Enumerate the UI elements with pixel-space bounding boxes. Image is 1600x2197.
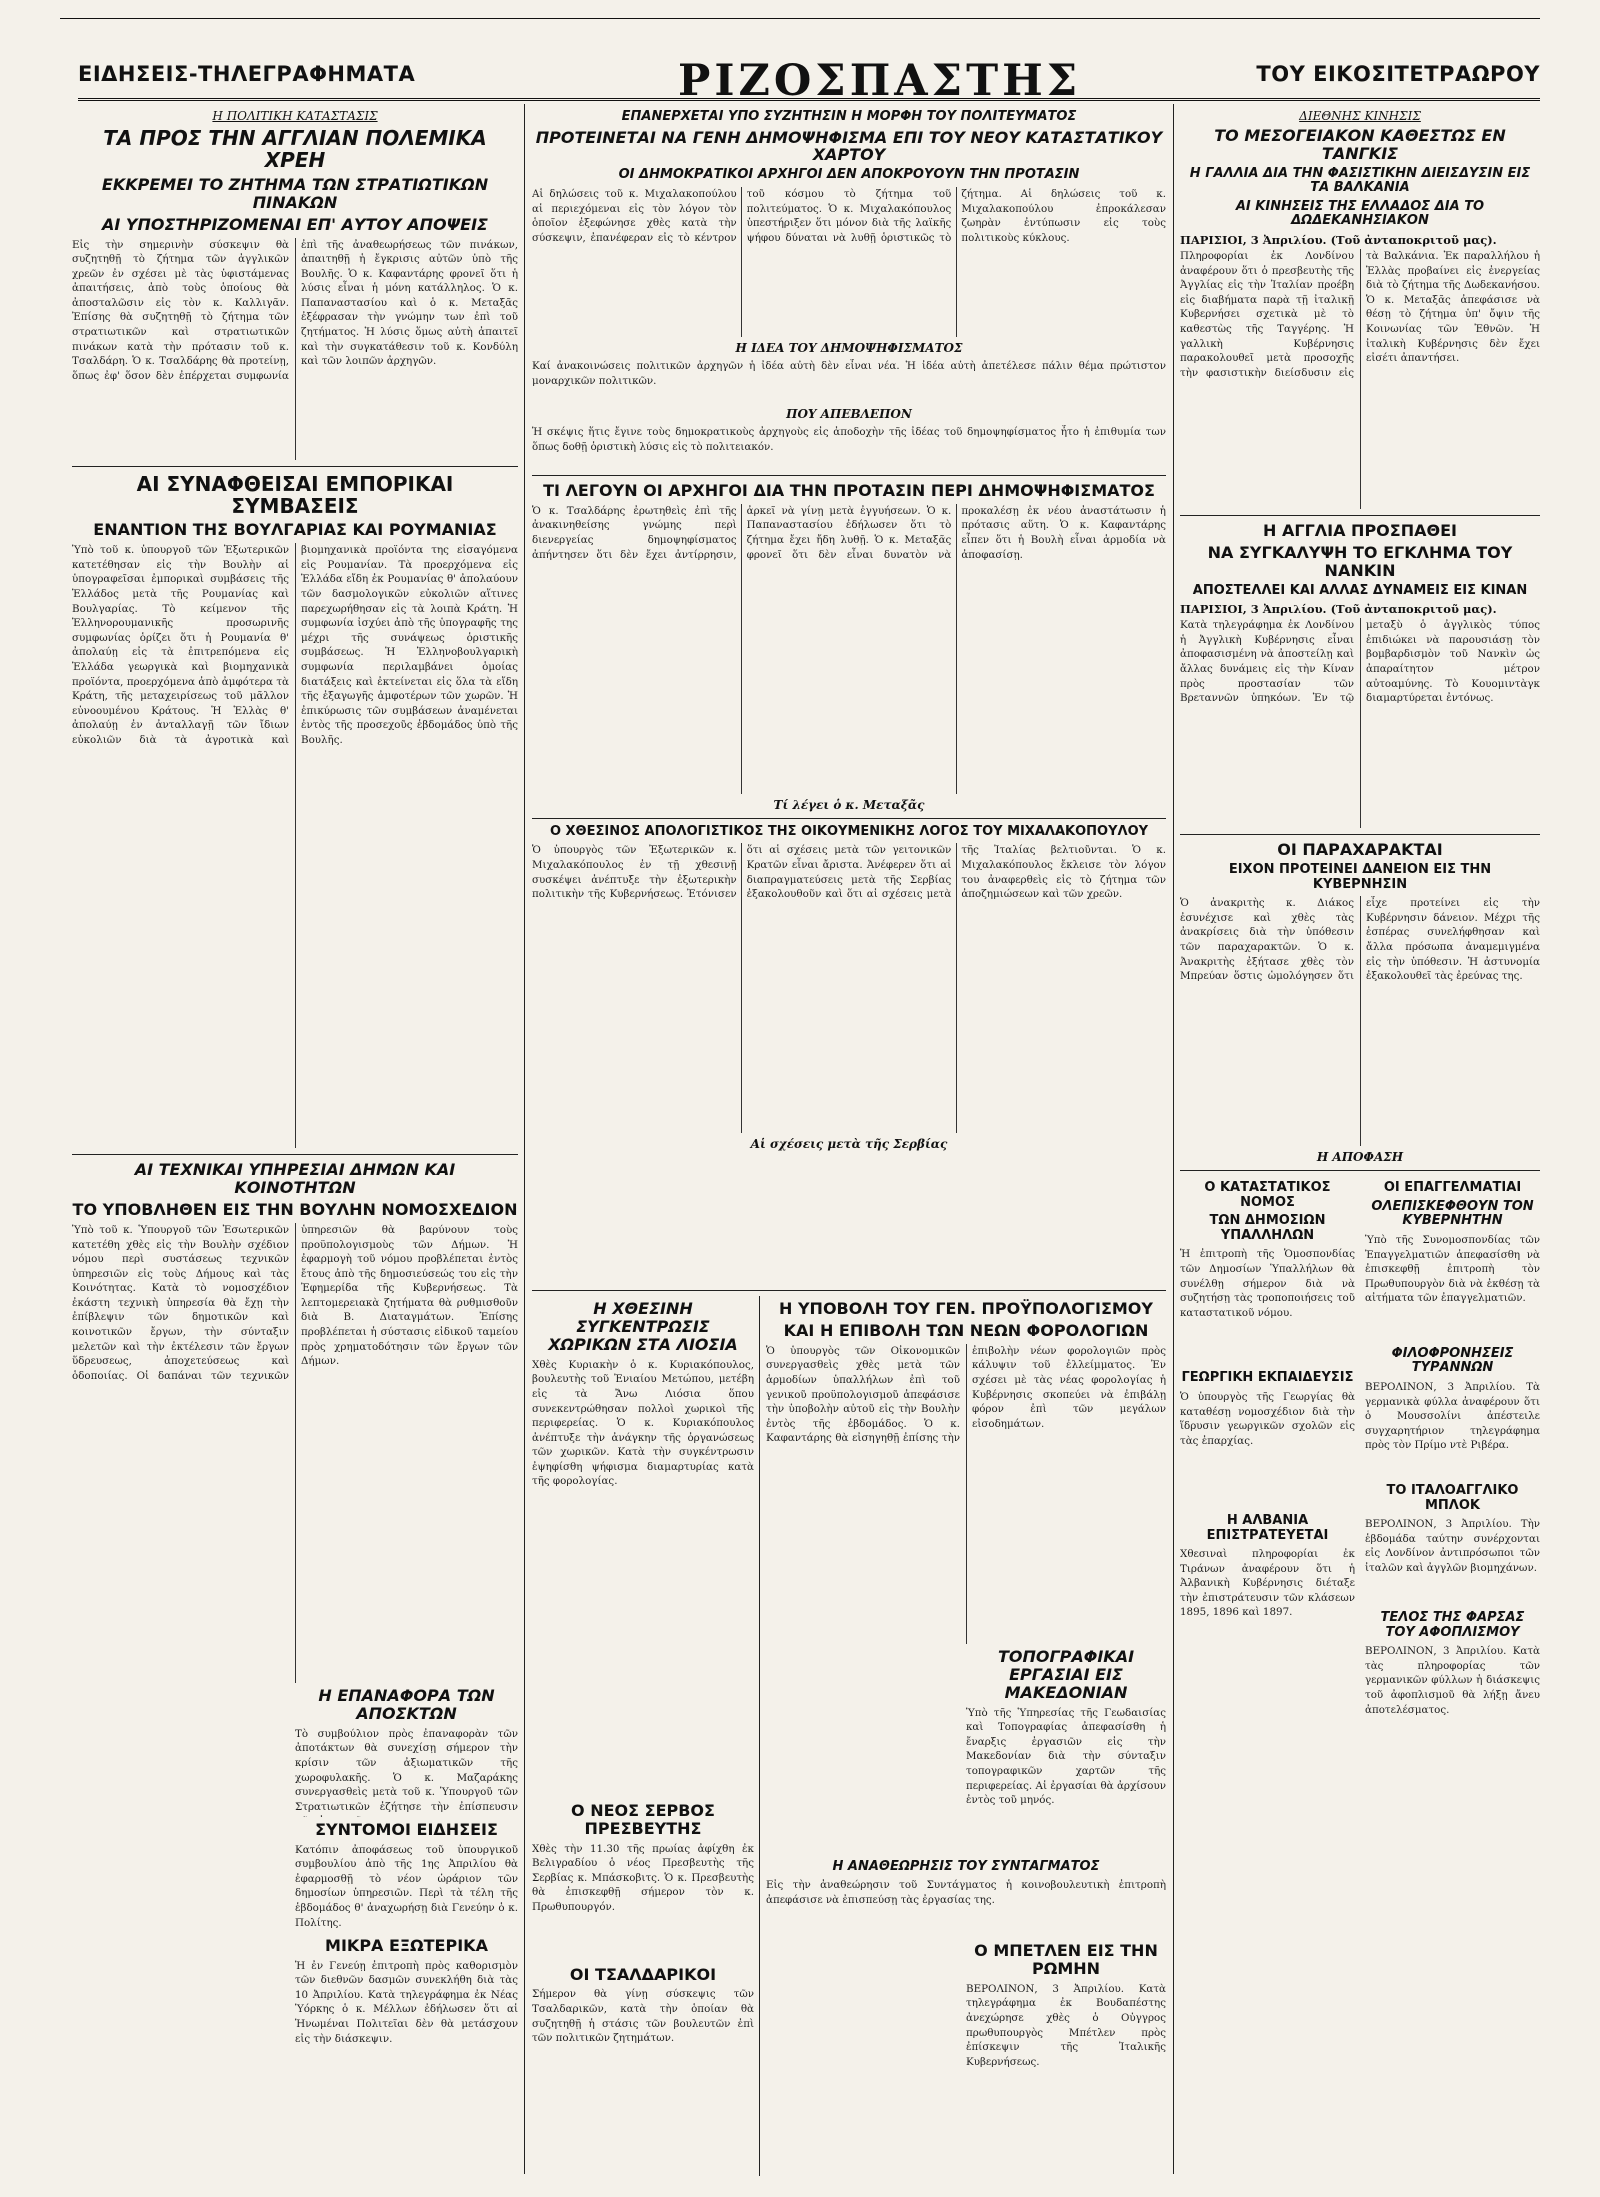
- headline: ΕΝΑΝΤΙΟΝ ΤΗΣ ΒΟΥΛΓΑΡΙΑΣ ΚΑΙ ΡΟΥΜΑΝΙΑΣ: [93, 520, 497, 540]
- article-body: Κατὰ τηλεγράφημα ἐκ Λονδίνου ἡ Ἀγγλικὴ Κυβέρνησις εἶναι ἀποφασισμένη νὰ ἀποστείλῃ καὶ ἄλλας δυνάμεις εἰς τὴν Κίναν πρὸς προστασίαν τῶν Βρεταννῶν ὑπηκόων. Ἐν τῷ μεταξὺ ὁ ἀγγλικὸς τύπος ἐπιδιώκει νὰ παρουσιάσῃ τὸν βομβαρδισμὸν τοῦ Νανκὶν ὡς ἀπαραίτητον μέτρον αὐτοαμύνης. Τὸ Κουομιντὰγκ διαμαρτύρεται ἐντόνως.: [1180, 619, 1540, 705]
- article-body: Πληροφορίαι ἐκ Λονδίνου ἀναφέρουν ὅτι ὁ πρεσβευτὴς τῆς Ἀγγλίας εἰς τὴν Ἰταλίαν προέβη εἰς διαβήματα παρὰ τῇ ἰταλικῇ Κυβερνήσει σχετικὰ μὲ τὸ καθεστὼς τῆς Ταγγέρης. Ἡ γαλλικὴ Κυβέρνησις παρακολουθεῖ μετὰ προσοχῆς τὴν φασιστικὴν διείσδυσιν εἰς τὰ Βαλκάνια. Ἐκ παραλλήλου ἡ Ἑλλὰς προβαίνει εἰς ἐνεργείας διὰ τὸ ζήτημα τῆς Δωδεκανήσου. Ὁ κ. Μεταξᾶς ἀπεφάσισε νὰ θέσῃ τὸ ζήτημα ὑπ' ὄψιν τῆς Κοινωνίας τῶν Ἐθνῶν. Ἡ ἰταλικὴ Κυβέρνησις δὲν ἔχει εἰσέτι ἀπαντήσει.: [1180, 250, 1540, 379]
- headline: ΑΙ ΥΠΟΣΤΗΡΙΖΟΜΕΝΑΙ ΕΠ' ΑΥΤΟΥ ΑΠΟΨΕΙΣ: [102, 214, 488, 234]
- headline: ΦΙΛΟΦΡΟΝΗΣΕΙΣ ΤΥΡΑΝΝΩΝ: [1391, 1345, 1514, 1376]
- masthead: [78, 28, 1540, 106]
- headline: ΝΑ ΣΥΓΚΑΛΥΨΗ ΤΟ ΕΓΚΛΗΜΑ ΤΟΥ ΝΑΝΚΙΝ: [1207, 542, 1513, 580]
- article-body: Ὁ ἀνακριτὴς κ. Διάκος ἐσυνέχισε καὶ χθὲς τὰς ἀνακρίσεις διὰ τὴν ὑπόθεσιν τῶν παραχαρακτῶν. Ὁ κ. Ἀνακριτὴς ἐξήτασε χθὲς τὸν Μπρεύαν ὅστις ὡμολόγησεν ὅτι εἶχε προτείνει εἰς τὴν Κυβέρνησιν δάνειον. Μέχρι τῆς ἑσπέρας συνελήφθησαν καὶ ἄλλα πρόσωπα ἀναμεμιγμένα εἰς τὴν ὑπόθεσιν. Ἡ ἀστυνομία ἐξακολουθεῖ τὰς ἐρεύνας της.: [1180, 897, 1540, 983]
- headline: ΤΟ ΜΕΣΟΓΕΙΑΚΟΝ ΚΑΘΕΣΤΩΣ ΕΝ ΤΑΝΓΚΙΣ: [1214, 126, 1506, 163]
- headline: ΤΟΠΟΓΡΑΦΙΚΑΙ ΕΡΓΑΣΙΑΙ ΕΙΣ ΜΑΚΕΔΟΝΙΑΝ: [997, 1646, 1135, 1702]
- headline: ΟΙ ΠΑΡΑΧΑΡΑΚΤΑΙ: [1277, 840, 1443, 860]
- center-bottom-right: [766, 1296, 1166, 2176]
- headline: ΑΙ ΣΥΝΑΦΘΕΙΣΑΙ ΕΜΠΟΡΙΚΑΙ ΣΥΜΒΑΣΕΙΣ: [136, 471, 454, 518]
- section-rule: [1180, 515, 1540, 516]
- headline: ΓΕΩΡΓΙΚΗ ΕΚΠΑΙΔΕΥΣΙΣ: [1181, 1370, 1354, 1386]
- section-title-right: ΤΟΥ ΕΙΚΟΣΙΤΕΤΡΑΩΡΟΥ: [1256, 62, 1540, 86]
- article-body: Καί ἀνακοινώσεις πολιτικῶν ἀρχηγῶν ἡ ἰδέα αὐτὴ δὲν εἶναι νέα. Ἡ ἰδέα αὐτὴ ἀπετέλεσε πάλιν θέμα πρώτιστον μοναρχικῶν πολιτικῶν.: [532, 359, 1166, 387]
- headline: ΑΙ ΚΙΝΗΣΕΙΣ ΤΗΣ ΕΛΛΑΔΟΣ ΔΙΑ ΤΟ ΔΩΔΕΚΑΝΗΣΙΑΚΟΝ: [1235, 198, 1485, 229]
- article-body: Χθὲς Κυριακὴν ὁ κ. Κυριακόπουλος, βουλευτὴς τοῦ Ἐνιαίου Μετώπου, μετέβη εἰς τὰ Ἄνω Λιόσια ὅπου συνεκεντρώθησαν πολλοὶ χωρικοὶ τῆς περιφερείας. Ὁ κ. Κυριακόπουλος ἀνέπτυξε τὴν ἀνάγκην τῆς ὀργανώσεως τῶν χωρικῶν. Κατὰ τὴν συγκέντρωσιν ἐψηφίσθη ψήφισμα διαμαρτυρίας κατὰ τῆς φορολογίας.: [532, 1358, 754, 1488]
- right-column: [1180, 106, 1540, 2176]
- section-rule: [72, 1154, 518, 1155]
- section-rule: [1180, 1170, 1540, 1171]
- center-column-top: [532, 106, 1166, 1336]
- section-rule: [72, 466, 518, 467]
- article-body: ΒΕΡΟΛΙΝΟΝ, 3 Ἀπριλίου. Τὰ γερμανικὰ φύλλα ἀναφέρουν ὅτι ὁ Μουσσολίνι ἀπέστειλε συγχαρητήριον τηλεγράφημα πρὸς τὸν Πρίμο ντὲ Ριβέρα.: [1365, 1381, 1540, 1452]
- headline: Η ΑΝΑΘΕΩΡΗΣΙΣ ΤΟΥ ΣΥΝΤΑΓΜΑΤΟΣ: [832, 1858, 1100, 1874]
- headline: ΠΡΟΤΕΙΝΕΤΑΙ ΝΑ ΓΕΝΗ ΔΗΜΟΨΗΦΙΣΜΑ ΕΠΙ ΤΟΥ ΝΕΟΥ ΚΑΤΑΣΤΑΤΙΚΟΥ ΧΑΡΤΟΥ: [535, 127, 1163, 165]
- headline: Η ΑΛΒΑΝΙΑ ΕΠΙΣΤΡΑΤΕΥΕΤΑΙ: [1206, 1513, 1329, 1543]
- article-body: Ἡ ἐπιτροπὴ τῆς Ὁμοσπονδίας τῶν Δημοσίων Ὑπαλλήλων θὰ συνέλθῃ σήμερον διὰ νὰ συζητήσῃ τὰς τροποποιήσεις τοῦ καταστατικοῦ νόμου.: [1180, 1248, 1355, 1319]
- section-rule: [532, 1290, 1166, 1291]
- section-rule: [532, 818, 1166, 819]
- dateline: ΠΑΡΙΣΙΟΙ, 3 Ἀπριλίου. (Τοῦ ἀνταποκριτοῦ μας).: [1180, 602, 1497, 617]
- headline: ΚΑΙ Η ΕΠΙΒΟΛΗ ΤΩΝ ΝΕΩΝ ΦΟΡΟΛΟΓΙΩΝ: [783, 1320, 1149, 1340]
- headline: Η ΕΠΑΝΑΦΟΡΑ ΤΩΝ ΑΠΟΣΚΤΩΝ: [318, 1685, 495, 1723]
- headline: ΑΠΟΣΤΕΛΛΕΙ ΚΑΙ ΑΛΛΑΣ ΔΥΝΑΜΕΙΣ ΕΙΣ ΚΙΝΑΝ: [1192, 582, 1528, 598]
- headline: ΕΚΚΡΕΜΕΙ ΤΟ ΖΗΤΗΜΑ ΤΩΝ ΣΤΡΑΤΙΩΤΙΚΩΝ ΠΙΝΑΚΩΝ: [101, 174, 489, 212]
- headline: ΟΙ ΕΠΑΓΓΕΛΜΑΤΙΑΙ: [1383, 1180, 1522, 1196]
- article-body: Ὑπὸ τῆς Συνομοσπονδίας τῶν Ἐπαγγελματιῶν ἀπεφασίσθη νὰ ἐπισκεφθῇ ἐπιτροπὴ τὸν Πρωθυπουργὸν διὰ νὰ ἐκθέσῃ τὰ αἰτήματα τῶν ἐπαγγελματιῶν.: [1365, 1233, 1540, 1305]
- dateline: ΠΑΡΙΣΙΟΙ, 3 Ἀπριλίου. (Τοῦ ἀνταποκριτοῦ μας).: [1180, 233, 1497, 247]
- headline: ΤΙ ΛΕΓΟΥΝ ΟΙ ΑΡΧΗΓΟΙ ΔΙΑ ΤΗΝ ΠΡΟΤΑΣΙΝ ΠΕΡΙ ΔΗΜΟΨΗΦΙΣΜΑΤΟΣ: [543, 480, 1155, 500]
- masthead-rule: [78, 98, 1540, 101]
- headline: ΤΟ ΙΤΑΛΟΑΓΓΛΙΚΟ ΜΠΛΟΚ: [1386, 1483, 1519, 1513]
- subheading: Τί λέγει ὁ κ. Μεταξᾶς: [773, 797, 925, 812]
- headline: ΤΟ ΥΠΟΒΛΗΘΕΝ ΕΙΣ ΤΗΝ ΒΟΥΛΗΝ ΝΟΜΟΣΧΕΔΙΟΝ: [72, 1200, 518, 1219]
- subheading: Αἱ σχέσεις μετὰ τῆς Σερβίας: [750, 1137, 948, 1152]
- headline: Ο ΚΑΤΑΣΤΑΤΙΚΟΣ ΝΟΜΟΣ: [1204, 1180, 1331, 1210]
- article-body: Ὑπὸ τοῦ κ. Ὑπουργοῦ τῶν Ἐσωτερικῶν κατετέθη χθὲς εἰς τὴν Βουλὴν σχέδιον νόμου περὶ συστάσεως τεχνικῶν ὑπηρεσιῶν εἰς τοὺς Δήμους καὶ τὰς Κοινότητας. Κατὰ τὸ νομοσχέδιον ἐκάστη τεχνικὴ ὑπηρεσία θὰ ἔχῃ τὴν ἐπίβλεψιν τῶν δημοτικῶν καὶ κοινοτικῶν ἔργων, τὴν σύνταξιν μελετῶν καὶ τὴν ἐκτέλεσιν τῶν ἔργων ὕδρευσεως, ἀποχετεύσεως καὶ ὁδοποιίας. Οἱ δαπάναι τῶν τεχνικῶν ὑπηρεσιῶν θὰ βαρύνουν τοὺς προϋπολογισμοὺς τῶν Δήμων. Ἡ ἐφαρμογὴ τοῦ νόμου προβλέπεται ἐντὸς ἔτους ἀπὸ τῆς δημοσιεύσεώς του εἰς τὴν Ἐφημερίδα τῆς Κυβερνήσεως. Τὰ λεπτομερειακὰ ζητήματα θὰ ρυθμισθοῦν διὰ Β. Διαταγμάτων. Ἐπίσης προβλέπεται ἡ σύστασις εἰδικοῦ ταμείου πρὸς χρηματοδότησιν τῶν ἔργων τῶν Δήμων.: [72, 1223, 518, 1382]
- article-body: Αἱ δηλώσεις τοῦ κ. Μιχαλακοπούλου αἱ περιεχόμεναι εἰς τὸν λόγον τὸν ὁποῖον ἐξεφώνησε χθὲς κατὰ τὴν σύσκεψιν, ἐπανέφεραν εἰς τὸ κέντρον τοῦ κόσμου τὸ ζήτημα τοῦ πολιτεύματος. Ὁ κ. Μιχαλακόπουλος ὑπεστήριξεν ὅτι μόνον διὰ τῆς λαϊκῆς ψήφου δύναται νὰ λυθῇ ὁριστικῶς τὸ ζήτημα. Αἱ δηλώσεις τοῦ κ. Μιχαλακοπούλου ἐπροκάλεσαν ζωηρὰν ἐντύπωσιν εἰς τοὺς πολιτικοὺς κύκλους.: [532, 187, 1166, 244]
- left-column: [72, 106, 518, 2176]
- article-body: Σήμερον θὰ γίνῃ σύσκεψις τῶν Τσαλδαρικῶν, κατὰ τὴν ὁποίαν θὰ συζητηθῇ ἡ στάσις τῶν βουλευτῶν ἐπὶ τῶν πολιτικῶν ζητημάτων.: [532, 1988, 754, 2045]
- article-body: Ἡ σκέψις ἥτις ἔγινε τοὺς δημοκρατικοὺς ἀρχηγοὺς εἰς ἀποδοχὴν τῆς ἰδέας τοῦ δημοψηφίσματος ἦτο ἡ ἐπιθυμία των ὅπως δοθῇ ὁριστικὴ λύσις εἰς τὸ πολιτειακόν.: [532, 425, 1166, 453]
- headline: ΟΛΕΠΙΣΚΕΦΘΟΥΝ ΤΟΝ ΚΥΒΕΡΝΗΤΗΝ: [1371, 1198, 1534, 1229]
- article-body: Εἰς τὴν σημερινὴν σύσκεψιν θὰ συζητηθῇ τὸ ζήτημα τῶν ἀγγλικῶν χρεῶν ἐν σχέσει μὲ τὰς ὑφιστάμενας ἀπαιτήσεις, ἀπὸ τοὺς ὁποίους θὰ ἀποσταλῶσιν εἰς τὸν κ. Καλλιγᾶν. Ἐπίσης θὰ συζητηθῇ τὸ ζήτημα τῶν στρατιωτικῶν καὶ στρατιωτικῶν πινάκων κατὰ τὴν πρότασιν τοῦ κ. Τσαλδάρη. Ὁ κ. Τσαλδάρης θὰ προτείνῃ, ὅπως ἐφ' ὅσον δὲν ἐπέρχεται συμφωνία ἐπὶ τῆς ἀναθεωρήσεως τῶν πινάκων, ἀπαιτηθῇ ἡ ἔγκρισις αὐτῶν ὑπὸ τῆς Βουλῆς. Ὁ κ. Καφαντάρης φρονεῖ ὅτι ἡ λύσις εἶναι ἡ μόνη κατάλληλος. Ὁ κ. Παπαναστασίου καὶ ὁ κ. Μεταξᾶς ἐξέφρασαν τὴν γνώμην των ἐπὶ τοῦ ζητήματος. Ἡ λύσις ὅμως αὐτὴ ἀπαιτεῖ καὶ τὴν συγκατάθεσιν τοῦ κ. Κονδύλη καὶ τῶν λοιπῶν ἀρχηγῶν.: [72, 238, 518, 382]
- headline: Ο ΝΕΟΣ ΣΕΡΒΟΣ ΠΡΕΣΒΕΥΤΗΣ: [571, 1800, 715, 1838]
- headline: Ο ΧΘΕΣΙΝΟΣ ΑΠΟΛΟΓΙΣΤΙΚΟΣ ΤΗΣ ΟΙΚΟΥΜΕΝΙΚΗΣ ΛΟΓΟΣ ΤΟΥ ΜΙΧΑΛΑΚΟΠΟΥΛΟΥ: [549, 823, 1149, 839]
- two-column-block: [1180, 1177, 1540, 1734]
- subheading: Η ΑΠΟΦΑΣΗ: [1316, 1150, 1404, 1165]
- subheading: Η ΙΔΕΑ ΤΟΥ ΔΗΜΟΨΗΦΙΣΜΑΤΟΣ: [735, 340, 963, 355]
- headline: ΜΙΚΡΑ ΕΞΩΤΕΡΙΚΑ: [325, 1935, 488, 1955]
- headline: ΤΕΛΟΣ ΤΗΣ ΦΑΡΣΑΣ ΤΟΥ ΑΦΟΠΛΙΣΜΟΥ: [1380, 1610, 1525, 1640]
- article-body: Εἰς τὴν ἀναθεώρησιν τοῦ Συντάγματος ἡ κοινοβουλευτικὴ ἐπιτροπὴ ἀπεφάσισε νὰ ἐπισπεύσῃ τὰς ἐργασίας της.: [766, 1879, 1166, 1906]
- article-body: ΒΕΡΟΛΙΝΟΝ, 3 Ἀπριλίου. Κατὰ τὰς πληροφορίας τῶν γερμανικῶν φύλλων ἡ διάσκεψις τοῦ ἀφοπλισμοῦ θὰ λήξῃ ἄνευ ἀποτελέσματος.: [1365, 1645, 1540, 1716]
- article-body: Χθὲς τὴν 11.30 τῆς πρωίας ἀφίχθη ἐκ Βελιγραδίου ὁ νέος Πρεσβευτὴς τῆς Σερβίας κ. Μπάσκοβιτς. Ὁ κ. Πρεσβευτὴς θὰ ἐπισκεφθῇ σήμερον τὸν κ. Πρωθυπουργόν.: [532, 1842, 754, 1913]
- article-body: Ὁ ὑπουργὸς τῆς Γεωργίας θὰ καταθέσῃ νομοσχέδιον διὰ τὴν ἵδρυσιν γεωργικῶν σχολῶν εἰς τὰς ἐπαρχίας.: [1180, 1391, 1355, 1447]
- headline: ΑΙ ΤΕΧΝΙΚΑΙ ΥΠΗΡΕΣΙΑΙ ΔΗΜΩΝ ΚΑΙ ΚΟΙΝΟΤΗΤΩΝ: [134, 1160, 456, 1198]
- column-rule: [524, 104, 525, 2174]
- headline: ΕΙΧΟΝ ΠΡΟΤΕΙΝΕΙ ΔΑΝΕΙΟΝ ΕΙΣ ΤΗΝ ΚΥΒΕΡΝΗΣΙΝ: [1228, 862, 1492, 892]
- headline: ΤΩΝ ΔΗΜΟΣΙΩΝ ΥΠΑΛΛΗΛΩΝ: [1209, 1213, 1326, 1243]
- headline: ΤΑ ΠΡΟΣ ΤΗΝ ΑΓΓΛΙΑΝ ΠΟΛΕΜΙΚΑ ΧΡΕΗ: [103, 126, 487, 173]
- newspaper-title: ΡΙΖΟΣΠΑΣΤΗΣ: [678, 56, 1082, 106]
- article-body: Τὸ συμβούλιον πρὸς ἐπαναφορὰν τῶν ἀποτάκτων θὰ συνεχίσῃ σήμερον τὴν κρίσιν τῶν ἀξιωματικῶν τῆς χωροφυλακῆς. Ὁ κ. Μαζαράκης συνεργασθεὶς μετὰ τοῦ κ. Ὑπουργοῦ τῶν Στρατιωτικῶν ἐζήτησε τὴν ἐπίσπευσιν: [295, 1727, 518, 1813]
- center-bottom-left: [532, 1296, 754, 2176]
- headline: Ο ΜΠΕΤΛΕΝ ΕΙΣ ΤΗΝ ΡΩΜΗΝ: [974, 1941, 1158, 1978]
- article-body: ΒΕΡΟΛΙΝΟΝ, 3 Ἀπριλίου. Τὴν ἑβδομάδα ταύτην συνέρχονται εἰς Λονδίνον ἀντιπρόσωποι τῶν ἰταλῶν καὶ ἀγγλῶν βιομηχάνων.: [1365, 1518, 1540, 1574]
- headline: Η ΥΠΟΒΟΛΗ ΤΟΥ ΓΕΝ. ΠΡΟΫΠΟΛΟΓΙΣΜΟΥ: [779, 1299, 1153, 1318]
- article-body: ΒΕΡΟΛΙΝΟΝ, 3 Ἀπριλίου. Κατὰ τηλεγράφημα ἐκ Βουδαπέστης ἀνεχώρησε χθὲς ὁ Οὐγγρος πρωθυπουργὸς Μπέτλεν πρὸς ἐπίσκεψιν τῆς Ἰταλικῆς Κυβερνήσεως.: [966, 1982, 1166, 2068]
- article-body: Χθεσιναὶ πληροφορίαι ἐκ Τιράνων ἀναφέρουν ὅτι ἡ Ἀλβανικὴ Κυβέρνησις διέταξε τὴν ἐπιστράτευσιν τῶν κλάσεων 1895, 1896 καὶ 1897.: [1180, 1548, 1355, 1619]
- section-kicker: ΔΙΕΘΝΗΣ ΚΙΝΗΣΙΣ: [1299, 109, 1421, 123]
- sub-column-right: [1365, 1177, 1540, 1734]
- section-kicker: Η ΠΟΛΙΤΙΚΗ ΚΑΤΑΣΤΑΣΙΣ: [212, 109, 378, 123]
- subheading: ΠΟΥ ΑΠΕΒΛΕΠΟΝ: [786, 406, 912, 421]
- section-rule: [532, 475, 1166, 476]
- headline: ΟΙ ΤΣΑΛΔΑΡΙΚΟΙ: [569, 1964, 717, 1984]
- article-body: Ὁ κ. Τσαλδάρης ἐρωτηθεὶς ἐπὶ τῆς ἀνακινηθείσης γνώμης περὶ διενεργείας δημοψηφίσματος ἀπήντησεν ὅτι δὲν ἔχει ἀντίρρησιν, ἀρκεῖ νὰ γίνῃ μετὰ ἐγγυήσεων. Ὁ κ. Παπαναστασίου ἐδήλωσεν ὅτι τὸ ζήτημα ἔχει ἤδη λυθῇ. Ὁ κ. Μεταξᾶς φρονεῖ ὅτι δὲν εἶναι δυνατὸν νὰ προκαλέσῃ ἐκ νέου ἀναστάτωσιν ἡ πρότασις αὕτη. Ὁ κ. Καφαντάρης εἶπεν ὅτι ἡ Βουλὴ εἶναι ἁρμοδία νὰ ἀποφασίσῃ.: [532, 504, 1166, 561]
- article-body: Ὁ ὑπουργὸς τῶν Ἐξωτερικῶν κ. Μιχαλακόπουλος ἐν τῇ χθεσινῇ συσκέψει ἀνέπτυξε τὴν ἐξωτερικὴν πολιτικὴν τῆς Κυβερνήσεως. Ἐτόνισεν ὅτι αἱ σχέσεις μετὰ τῶν γειτονικῶν Κρατῶν εἶναι ἄριστα. Ἀνέφερεν ὅτι αἱ διαπραγματεύσεις μετὰ τῆς Σερβίας ἐξακολουθοῦν καὶ ὅτι αἱ σχέσεις μετὰ τῆς Ἰταλίας βελτιοῦνται. Ὁ κ. Μιχαλακόπουλος ἔκλεισε τὸν λόγον του ἀναφερθεὶς εἰς τὸ ζήτημα τῶν ἀποζημιώσεων καὶ τῶν χρεῶν.: [532, 844, 1166, 901]
- headline: Η ΑΓΓΛΙΑ ΠΡΟΣΠΑΘΕΙ: [1263, 521, 1457, 540]
- headline: ΟΙ ΔΗΜΟΚΡΑΤΙΚΟΙ ΑΡΧΗΓΟΙ ΔΕΝ ΑΠΟΚΡΟΥΟΥΝ ΤΗΝ ΠΡΟΤΑΣΙΝ: [618, 167, 1080, 183]
- headline: Η ΓΑΛΛΙΑ ΔΙΑ ΤΗΝ ΦΑΣΙΣΤΙΚΗΝ ΔΙΕΙΣΔΥΣΙΝ ΕΙΣ ΤΑ ΒΑΛΚΑΝΙΑ: [1189, 165, 1531, 196]
- sub-column-left: [1180, 1177, 1355, 1734]
- article-body: Κατόπιν ἀποφάσεως τοῦ ὑπουργικοῦ συμβουλίου ἀπὸ τῆς 1ης Ἀπριλίου θὰ ἐφαρμοσθῇ τὸ νέον ὡράριον τῶν δημοσίων ὑπηρεσιῶν. Περὶ τὰ τέλη τῆς ἑβδομάδος θ' ἀναχωρήσῃ διὰ Γενεύην ὁ κ. Πολίτης.: [295, 1843, 518, 1929]
- article-body: Ὁ ὑπουργὸς τῶν Οἰκονομικῶν συνεργασθεὶς χθὲς μετὰ τῶν ἁρμοδίων ὑπαλλήλων ἐπὶ τοῦ γενικοῦ προϋπολογισμοῦ ἀπεφάσισε τὴν ὑποβολὴν αὐτοῦ εἰς τὴν Βουλὴν ἐντὸς τῆς ἑβδομάδος. Ὁ κ. Καφαντάρης θὰ εἰσηγηθῇ ἐπίσης τὴν ἐπιβολὴν νέων φορολογιῶν πρὸς κάλυψιν τοῦ ἐλλείμματος. Ἐν σχέσει μὲ τὰς νέας φορολογίας ἡ Κυβέρνησις σκοπεύει νὰ ἐπιβάλῃ φόρον ἐπὶ τῶν μεγάλων εἰσοδημάτων.: [766, 1344, 1166, 1445]
- top-rule: [60, 18, 1540, 23]
- column-rule: [1173, 104, 1174, 2174]
- headline: ΣΥΝΤΟΜΟΙ ΕΙΔΗΣΕΙΣ: [315, 1819, 498, 1839]
- section-rule: [1180, 834, 1540, 835]
- headline: ΕΠΑΝΕΡΧΕΤΑΙ ΥΠΟ ΣΥΖΗΤΗΣΙΝ Η ΜΟΡΦΗ ΤΟΥ ΠΟΛΙΤΕΥΜΑΤΟΣ: [621, 109, 1077, 124]
- article-body: Ὑπὸ τοῦ κ. ὑπουργοῦ τῶν Ἐξωτερικῶν κατετέθησαν εἰς τὴν Βουλὴν αἱ ὑπογραφεῖσαι ἐμπορικαὶ συμβάσεις τῆς Ἑλλάδος μετὰ τῆς Ρουμανίας καὶ Βουλγαρίας. Τὸ κείμενον τῆς Ἑλληνορουμανικῆς προσωρινῆς συμφωνίας ὁρίζει ὅτι ἡ Ρουμανία θ' ἀπολαύῃ εἰς τὰ ἐπιτρεπόμενα εἰς Ἑλλάδα γεωργικὰ καὶ βιομηχανικὰ προϊόντα, προερχόμενα ἀπὸ ἀμφότερα τὰ Κράτη, τῆς μεταχειρίσεως τοῦ μᾶλλον εὐνοουμένου Κράτους. Ἡ Ἑλλὰς θ' ἀπολαύῃ ἐν ἀνταλλαγῇ τῶν ἴδιων εὐκολιῶν διὰ τὰ ἀγροτικὰ καὶ βιομηχανικὰ προϊόντα της εἰσαγόμενα εἰς Ρουμανίαν. Τὰ προερχόμενα εἰς Ἑλλάδα εἴδη ἐκ Ρουμανίας θ' ἀπολαύουν τῶν δασμολογικῶν εὐκολιῶν αἵτινες παρεχωρήθησαν εἰς τὰ λοιπὰ Κράτη. Ἡ συμφωνία ἰσχύει ἀπὸ τῆς ὑπογραφῆς της μέχρι τῆς συνάψεως ὁριστικῆς συμβάσεως. Ἡ Ἑλληνοβουλγαρικὴ συμφωνία περιλαμβάνει ὁμοίας διατάξεις καὶ ἐκτείνεται εἰς ὅλα τὰ εἴδη τῆς ἐξαγωγῆς ἀμφοτέρων τῶν χωρῶν. Ἡ ἐπικύρωσις τῶν συμβάσεων ἀναμένεται ἐντὸς τῆς προσεχοῦς ἑβδομάδος ὑπὸ τῆς Βουλῆς.: [72, 544, 518, 746]
- article-body: Ὑπὸ τῆς Ὑπηρεσίας τῆς Γεωδαισίας καὶ Τοπογραφίας ἀπεφασίσθη ἡ ἔναρξις ἐργασιῶν εἰς τὴν Μακεδονίαν διὰ τὴν σύνταξιν τοπογραφικῶν χαρτῶν τῆς περιφερείας. Αἱ ἐργασίαι θὰ ἀρχίσουν ἐντὸς τοῦ μηνός.: [966, 1706, 1166, 1807]
- article-body: Ἡ ἐν Γενεύῃ ἐπιτροπὴ πρὸς καθορισμὸν τῶν διεθνῶν δασμῶν συνεκλήθη διὰ τὰς 10 Ἀπριλίου. Κατὰ τηλεγράφημα ἐκ Νέας Ὑόρκης ὁ κ. Μέλλων ἐδήλωσεν ὅτι αἱ Ἡνωμέναι Πολιτεῖαι δὲν θὰ μετάσχουν εἰς τὴν διάσκεψιν.: [295, 1959, 518, 2045]
- column-rule: [759, 1296, 760, 2176]
- section-title-left: ΕΙΔΗΣΕΙΣ-ΤΗΛΕΓΡΑΦΗΜΑΤΑ: [78, 62, 416, 86]
- headline: Η ΧΘΕΣΙΝΗ ΣΥΓΚΕΝΤΡΩΣΙΣ ΧΩΡΙΚΩΝ ΣΤΑ ΛΙΟΣΙΑ: [548, 1299, 738, 1354]
